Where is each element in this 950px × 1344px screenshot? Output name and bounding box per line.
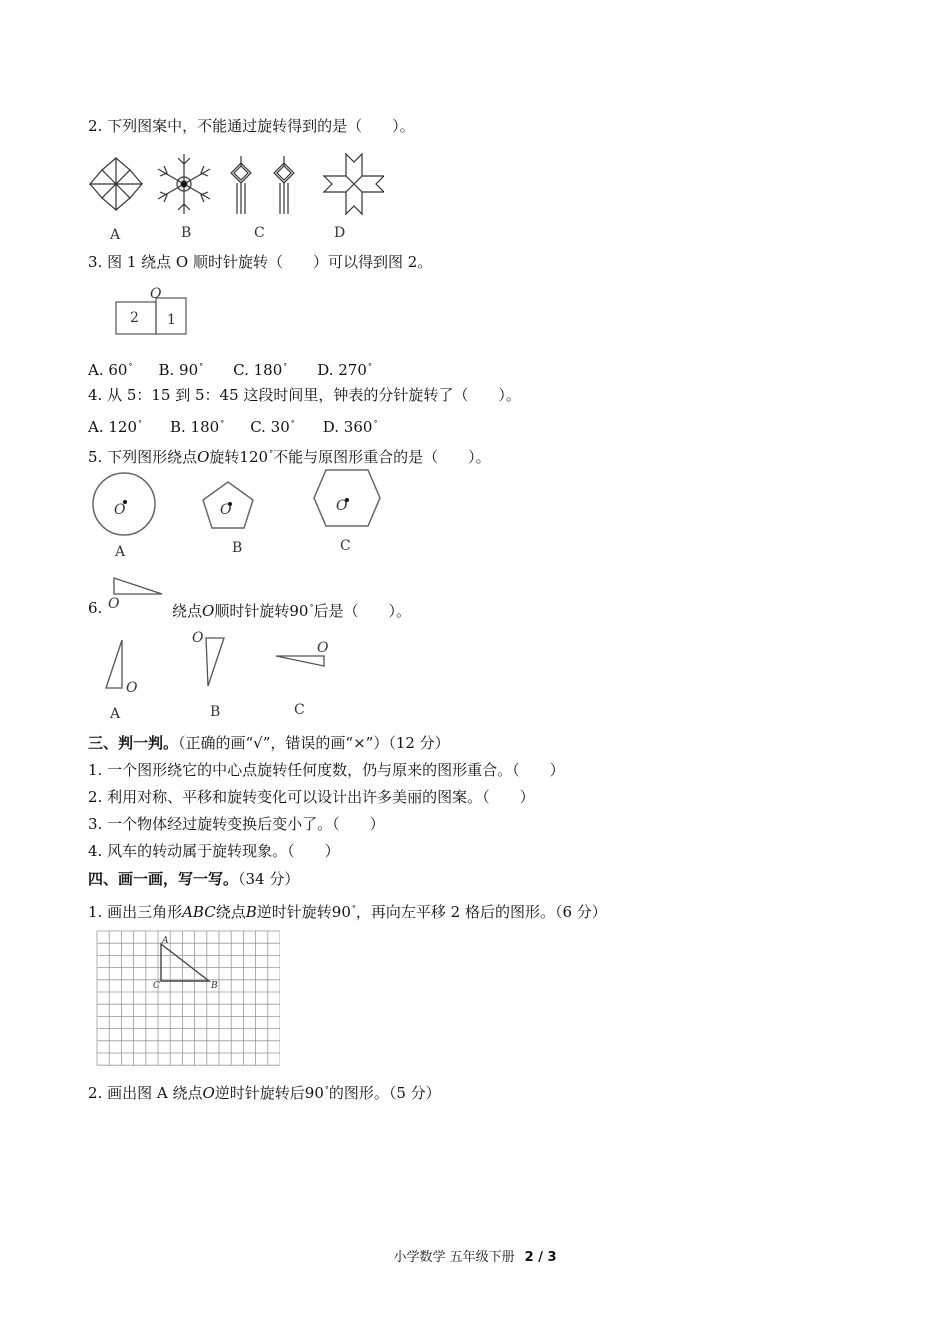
q3-text: 3. 图 1 绕点 O 顺时针旋转（ ）可以得到图 2。 xyxy=(88,253,433,271)
q5-label-a: A xyxy=(115,544,126,560)
q6-label-b: B xyxy=(210,704,221,720)
q4-options: A. 120° B. 180° C. 30° D. 360° xyxy=(88,418,378,436)
grid-label-c: C xyxy=(153,981,160,991)
judge-item-3: 3. 一个物体经过旋转变换后变小了。（ ） xyxy=(88,815,385,833)
svg-text:O: O xyxy=(336,498,348,514)
q6-num: 6. xyxy=(88,599,103,617)
q5-label-b: B xyxy=(232,540,243,556)
q3-point-o: O xyxy=(150,286,162,302)
q3-fig-1: 1 xyxy=(167,312,176,328)
q2-label-b: B xyxy=(181,225,192,241)
q5-label-c: C xyxy=(340,538,351,554)
judge-item-4: 4. 风车的转动属于旋转现象。（ ） xyxy=(88,842,340,860)
q2-label-a: A xyxy=(110,227,121,243)
q5-text: 5. 下列图形绕点O旋转120°不能与原图形重合的是（ ）。 xyxy=(88,448,491,466)
q4-text: 4. 从 5：15 到 5：45 这段时间里，钟表的分针旋转了（ ）。 xyxy=(88,386,521,404)
grid-label-b: B xyxy=(211,981,218,991)
q4-option-a: A. 120 xyxy=(88,418,137,436)
q3-option-c: C. 180 xyxy=(233,361,283,379)
judge-item-1: 1. 一个图形绕它的中心点旋转任何度数，仍与原来的图形重合。（ ） xyxy=(88,761,565,779)
q3-option-d: D. 270 xyxy=(317,361,367,379)
page-footer xyxy=(0,1246,950,1265)
section4-heading: 四、画一画，写一写。（34 分） xyxy=(88,870,300,888)
q2-label-c: C xyxy=(254,225,265,241)
q4-option-d: D. 360 xyxy=(322,418,373,436)
q4-option-b: B. 180 xyxy=(170,418,220,436)
q6-label-a: A xyxy=(110,706,121,722)
q2-label-d: D xyxy=(334,225,346,241)
svg-text:O: O xyxy=(220,502,232,518)
q6-triangle xyxy=(106,574,168,610)
judge-item-2: 2. 利用对称、平移和旋转变化可以设计出许多美丽的图案。（ ） xyxy=(88,788,535,806)
svg-text:O: O xyxy=(126,680,138,696)
draw-q1-text: 1. 画出三角形ABC绕点B逆时针旋转90°，再向左平移 2 格后的图形。（6 分） xyxy=(88,903,607,921)
q3-option-a: A. 60 xyxy=(88,361,128,379)
svg-text:O: O xyxy=(317,640,329,656)
ribbon-figure xyxy=(324,154,384,214)
svg-text:O: O xyxy=(108,596,120,610)
footer-subject: 小学数学 五年级下册 xyxy=(393,1250,515,1265)
svg-text:O: O xyxy=(114,502,126,518)
section3-heading: 三、判一判。（正确的画“√”，错误的画“×”）（12 分） xyxy=(88,734,450,752)
q4-option-c: C. 30 xyxy=(250,418,290,436)
chinese-knot-figure xyxy=(231,156,294,214)
q6-text: 绕点O顺时针旋转90°后是（ ）。 xyxy=(172,602,411,620)
svg-text:O: O xyxy=(192,630,204,646)
q3-fig-2: 2 xyxy=(130,310,139,326)
draw-q2-text: 2. 画出图 A 绕点O逆时针旋转后90°的图形。（5 分） xyxy=(88,1084,441,1102)
q6-label-c: C xyxy=(294,702,305,718)
q3-option-b: B. 90 xyxy=(158,361,199,379)
drawing-grid[interactable] xyxy=(96,929,280,1069)
grid-label-a: A xyxy=(162,936,169,946)
snowflake-figure xyxy=(158,154,210,214)
q2-text: 2. 下列图案中，不能通过旋转得到的是（ ）。 xyxy=(88,117,415,135)
q5-figures xyxy=(86,468,386,562)
q6-figures xyxy=(96,630,346,722)
page-number: 2 / 3 xyxy=(524,1250,557,1265)
triangle-abc xyxy=(161,944,209,981)
q3-figure xyxy=(110,284,200,342)
pinwheel-figure xyxy=(90,158,142,210)
q3-options: A. 60° B. 90° C. 180° D. 270° xyxy=(88,361,372,379)
q2-figures xyxy=(84,148,384,243)
